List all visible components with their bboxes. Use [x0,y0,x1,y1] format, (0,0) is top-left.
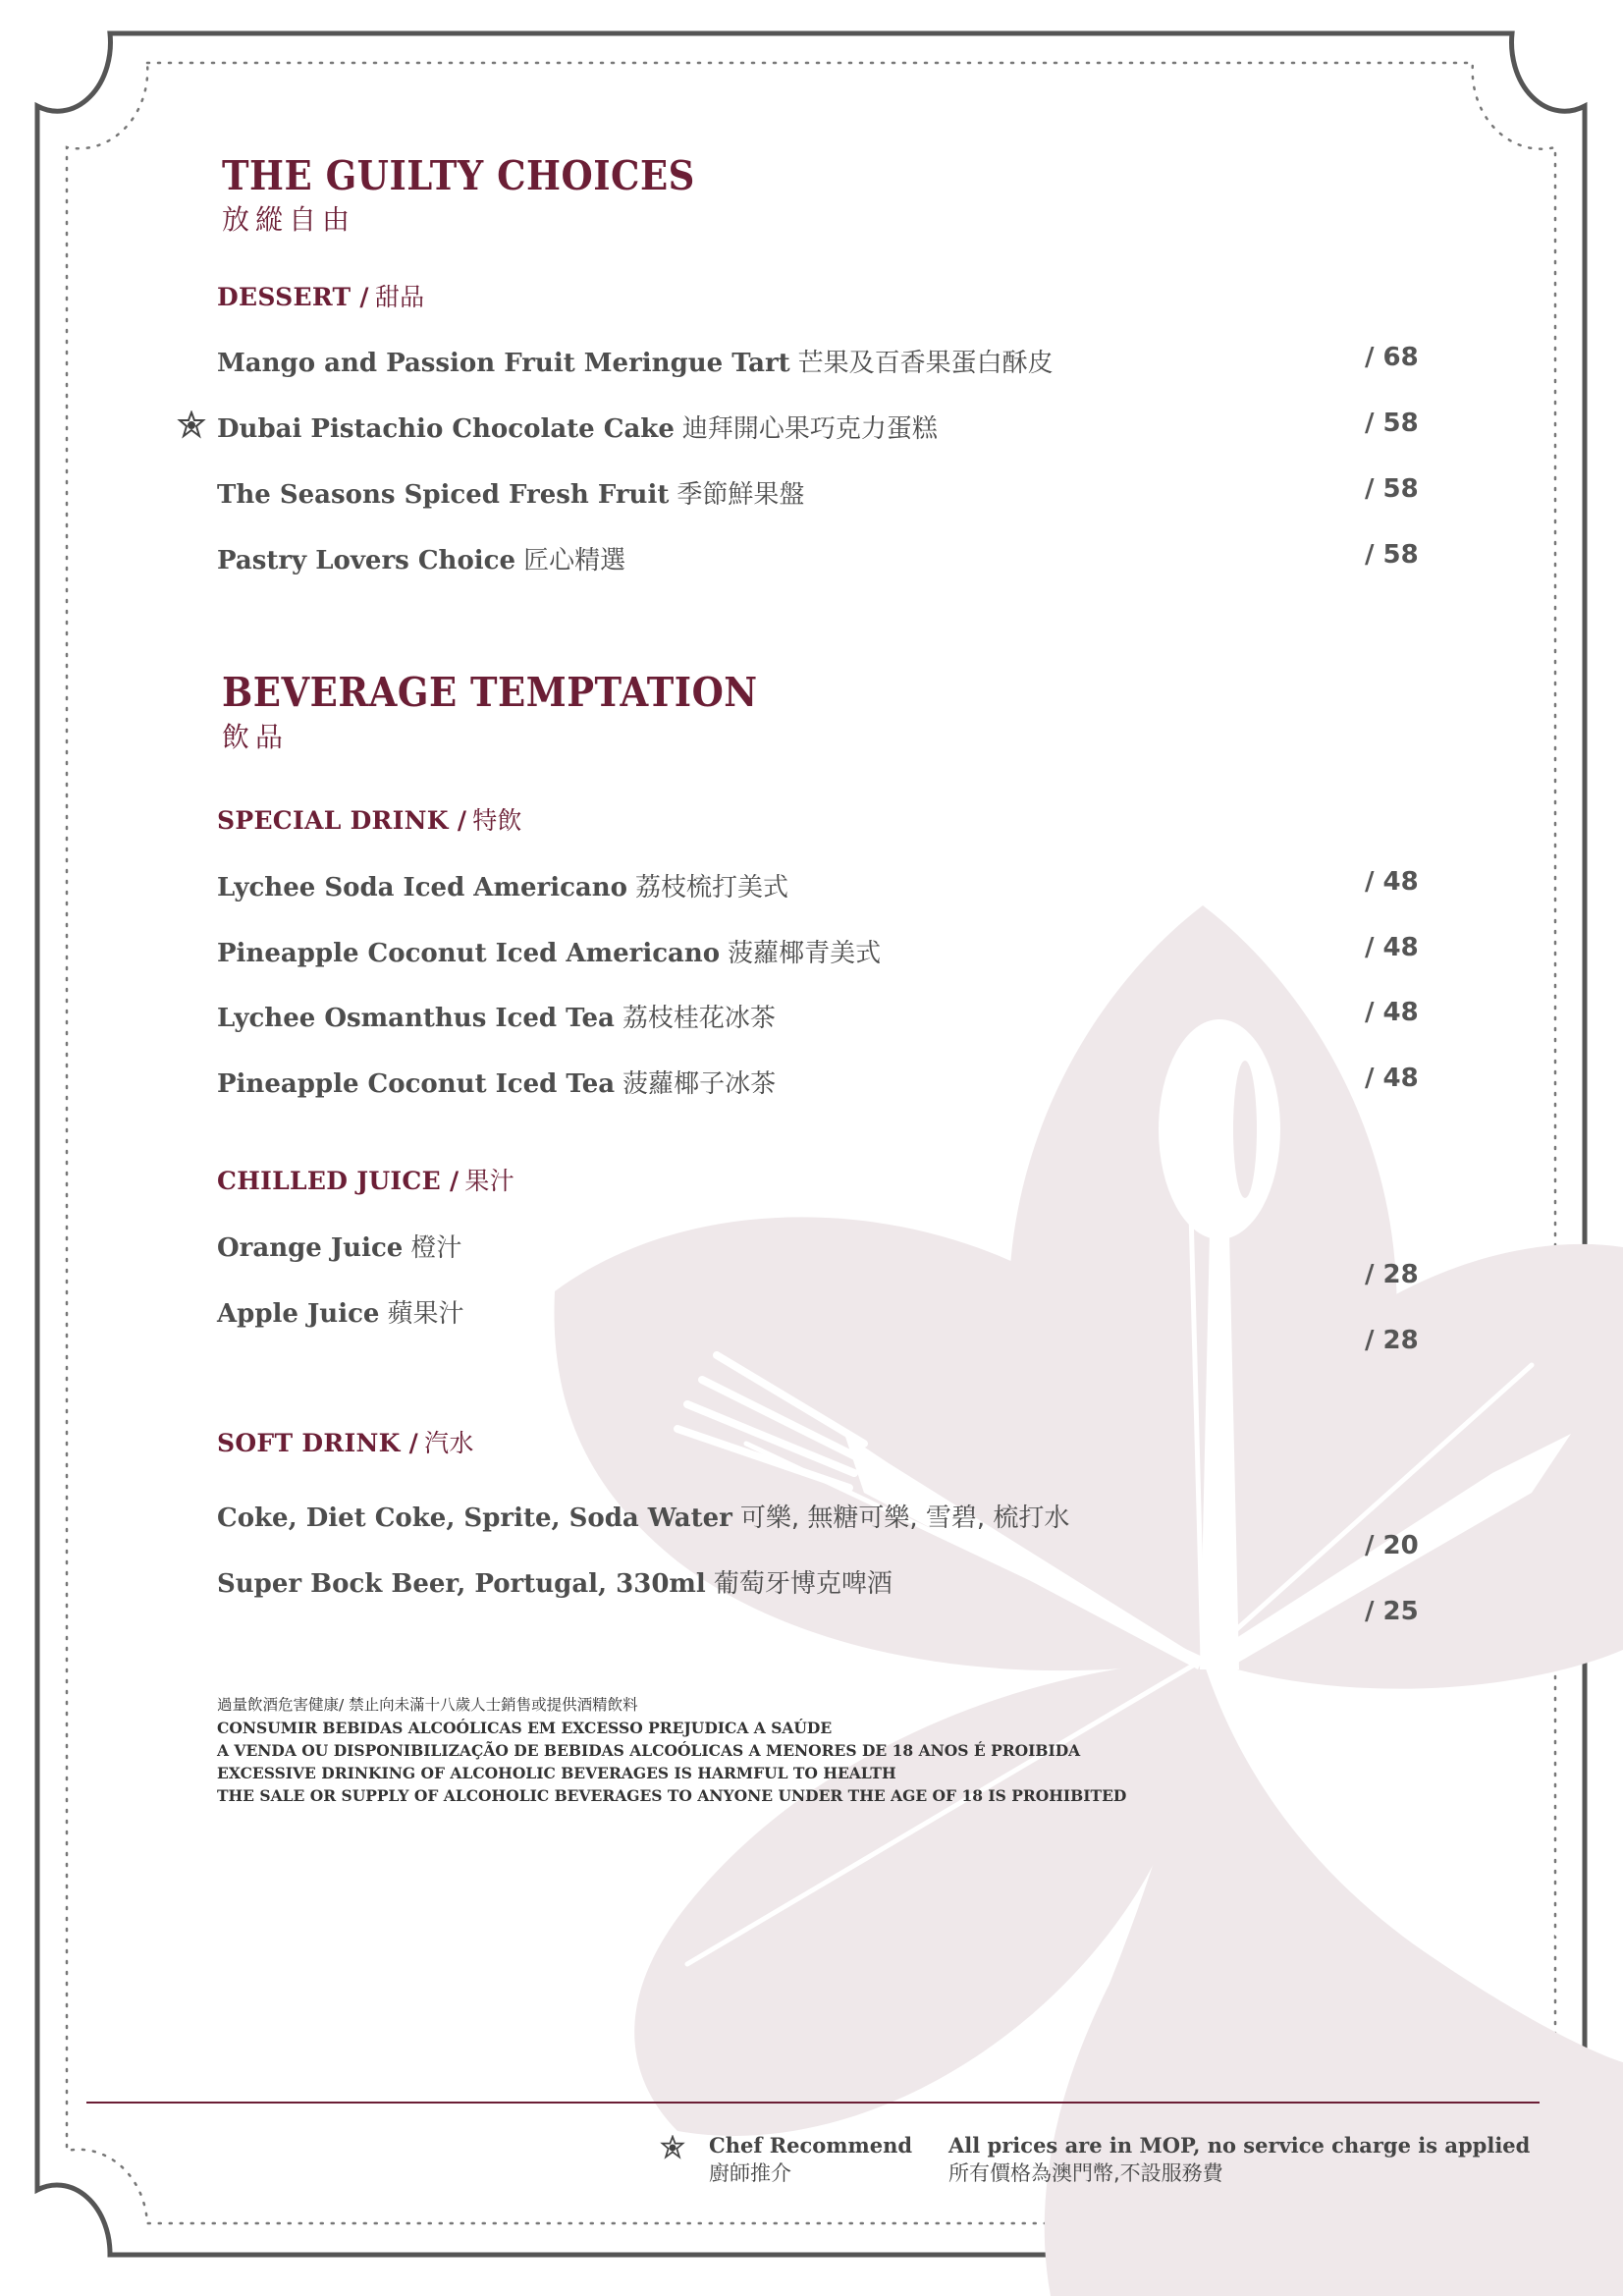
price-note-zh: 所有價格為澳門幣,不設服務費 [948,2161,1223,2185]
section-title-beverage-temptation: BEVERAGE TEMPTATION [222,668,758,717]
category-label-en: SPECIAL DRINK / [217,806,467,835]
category-label-en: DESSERT / [217,283,369,311]
category-special-drink [217,801,522,837]
item-price: / 48 [1365,867,1419,897]
chef-recommend-en: Chef Recommend [709,2133,913,2158]
item-price: / 68 [1365,343,1419,372]
price-note [948,2132,1530,2187]
menu-item [217,1228,461,1264]
item-price: / 48 [1365,998,1419,1027]
menu-item [217,1293,463,1330]
menu-item [217,1064,776,1100]
chef-recommend-legend [709,2132,912,2187]
item-name-en: Coke, Diet Coke, Sprite, Soda Water [217,1503,732,1533]
star-flower-icon [177,410,206,440]
item-name-zh: 荔枝梳打美式 [635,873,789,902]
category-soft-drink [217,1424,474,1459]
item-name-en: Apple Juice [217,1299,380,1329]
section-title-beverage-zh: 飲品 [222,721,290,753]
warning-line-en-2: THE SALE OR SUPPLY OF ALCOHOLIC BEVERAGES TO ANYONE UNDER THE AGE OF 18 IS PROHIBITED [217,1786,1127,1805]
item-name-zh: 可樂, 無糖可樂, 雪碧, 梳打水 [739,1503,1070,1533]
item-price: / 58 [1365,409,1419,438]
footer-divider [86,2102,1540,2104]
price-note-en: All prices are in MOP, no service charge is applied [948,2133,1531,2158]
menu-item [217,540,625,576]
chef-recommend-zh: 廚師推介 [709,2161,791,2185]
item-price: / 58 [1365,474,1419,504]
category-label-zh: 汽水 [424,1429,474,1457]
item-price: / 48 [1365,1064,1419,1093]
item-name-zh: 菠蘿椰子冰茶 [622,1069,777,1099]
item-name-en: Mango and Passion Fruit Meringue Tart [217,349,790,378]
item-name-zh: 芒果及百香果蛋白酥皮 [797,349,1054,378]
item-name-zh: 葡萄牙博克啤酒 [713,1569,893,1599]
item-price: / 48 [1365,933,1419,962]
item-price: / 28 [1365,1326,1419,1355]
menu-item [217,998,776,1034]
category-dessert [217,278,424,313]
item-name-zh: 蘋果汁 [387,1299,464,1329]
menu-item [217,867,788,903]
item-name-en: Lychee Soda Iced Americano [217,873,628,902]
item-name-en: Super Bock Beer, Portugal, 330ml [217,1569,706,1599]
item-name-zh: 迪拜開心果巧克力蛋糕 [681,414,938,444]
category-label-zh: 甜品 [374,283,425,311]
item-name-zh: 季節鮮果盤 [676,480,805,510]
category-label-zh: 果汁 [464,1167,515,1195]
item-price: / 28 [1365,1260,1419,1289]
section-title-guilty-choices: THE GUILTY CHOICES [222,151,695,200]
item-name-en: Pastry Lovers Choice [217,546,516,575]
category-label-en: SOFT DRINK / [217,1429,419,1457]
warning-line-pt-1: CONSUMIR BEBIDAS ALCOÓLICAS EM EXCESSO PREJUDICA A SAÚDE [217,1719,833,1737]
item-name-en: Orange Juice [217,1233,404,1263]
item-name-en: Pineapple Coconut Iced Americano [217,939,721,968]
item-name-en: Dubai Pistachio Chocolate Cake [217,414,675,444]
menu-item [217,933,881,969]
alcohol-warning [217,1694,1126,1807]
item-name-zh: 橙汁 [410,1233,462,1263]
menu-item [217,343,1054,379]
item-name-zh: 荔枝桂花冰茶 [622,1004,776,1033]
item-name-en: Lychee Osmanthus Iced Tea [217,1004,615,1033]
menu-item [217,1563,893,1600]
item-price: / 58 [1365,540,1419,570]
section-title-guilty-choices-zh: 放縱自由 [222,203,356,236]
category-chilled-juice [217,1162,514,1197]
item-name-zh: 菠蘿椰青美式 [728,939,882,968]
menu-item [217,1498,1069,1534]
item-name-zh: 匠心精選 [523,546,626,575]
warning-line-zh: 過量飲酒危害健康/ 禁止向未滿十八歲人士銷售或提供酒精飲料 [217,1696,638,1714]
menu-item [217,409,938,445]
star-flower-icon [660,2135,685,2160]
category-label-en: CHILLED JUICE / [217,1167,460,1195]
warning-line-pt-2: A VENDA OU DISPONIBILIZAÇÃO DE BEBIDAS ALCOÓLICAS A MENORES DE 18 ANOS É PROIBIDA [217,1741,1081,1760]
item-price: / 25 [1365,1597,1419,1626]
menu-item [217,474,804,511]
item-price: / 20 [1365,1531,1419,1560]
category-label-zh: 特飲 [472,806,522,835]
warning-line-en-1: EXCESSIVE DRINKING OF ALCOHOLIC BEVERAGES IS HARMFUL TO HEALTH [217,1764,896,1782]
item-name-en: The Seasons Spiced Fresh Fruit [217,480,670,510]
item-name-en: Pineapple Coconut Iced Tea [217,1069,616,1099]
